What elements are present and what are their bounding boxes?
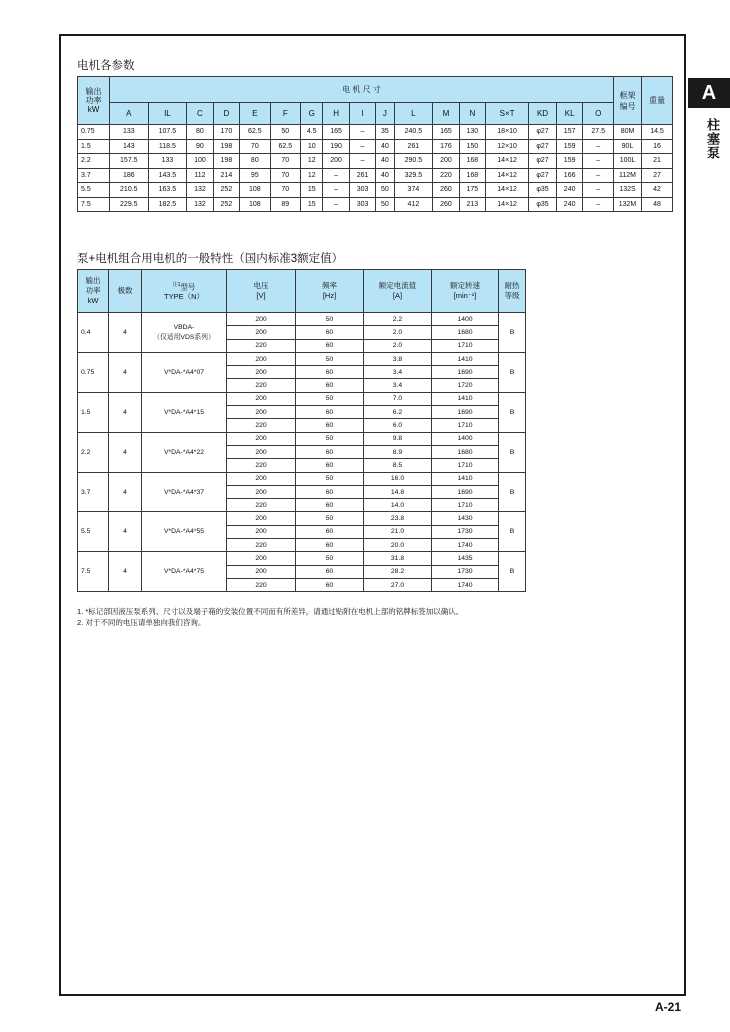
table-cell: 8.9: [364, 445, 432, 458]
table-cell: 220: [433, 168, 459, 183]
table-cell: 132M: [614, 197, 642, 212]
table-cell: 168: [459, 154, 485, 169]
table-cell: 89: [270, 197, 300, 212]
dim-col-header: L: [394, 103, 433, 125]
table-cell: 200: [227, 485, 296, 498]
table-cell: φ35: [529, 183, 557, 198]
table-cell: 165: [433, 125, 459, 140]
table-cell: 90L: [614, 139, 642, 154]
table-cell: 1680: [432, 445, 499, 458]
dim-col-header: M: [433, 103, 459, 125]
dim-col-header: O: [583, 103, 614, 125]
table-cell: 118.5: [148, 139, 187, 154]
table-cell: 132S: [614, 183, 642, 198]
table-row: [78, 552, 526, 565]
table-cell: 21: [642, 154, 673, 169]
group-poles-cell: 4: [109, 512, 142, 552]
table-cell: 1740: [432, 578, 499, 591]
table-cell: 182.5: [148, 197, 187, 212]
table-cell: 159: [556, 154, 582, 169]
table-cell: 240: [556, 197, 582, 212]
table-cell: 198: [213, 139, 239, 154]
dim-col-header: KD: [529, 103, 557, 125]
table-cell: 50: [296, 392, 364, 405]
col-type: [142, 270, 227, 313]
table-row: [78, 183, 673, 198]
table-cell: 220: [227, 499, 296, 512]
table-cell: –: [583, 197, 614, 212]
table-cell: 200: [227, 406, 296, 419]
table-cell: 27.0: [364, 578, 432, 591]
table-cell: 143.5: [148, 168, 187, 183]
table-cell: 90: [187, 139, 213, 154]
table-cell: 16: [642, 139, 673, 154]
dim-col-header: A: [110, 103, 149, 125]
table-cell: 210.5: [110, 183, 149, 198]
table-row: [78, 197, 673, 212]
table-cell: 62.5: [240, 125, 270, 140]
table-cell: 50: [296, 552, 364, 565]
table-cell: 1400: [432, 432, 499, 445]
table-cell: 1410: [432, 392, 499, 405]
table-cell: φ27: [529, 139, 557, 154]
table-cell: 186: [110, 168, 149, 183]
table-cell: 220: [227, 339, 296, 352]
table-cell: 60: [296, 578, 364, 591]
group-type-cell: V*DA-*A4*37: [142, 472, 227, 512]
group-poles-cell: 4: [109, 392, 142, 432]
table-cell: 260: [433, 197, 459, 212]
table-cell: 303: [349, 183, 375, 198]
table-cell: 14.0: [364, 499, 432, 512]
motor-characteristics-table: [77, 269, 526, 592]
table-cell: 412: [394, 197, 433, 212]
table-cell: 23.8: [364, 512, 432, 525]
table-cell: 60: [296, 445, 364, 458]
table-cell: 130: [459, 125, 485, 140]
table-cell: 261: [394, 139, 433, 154]
section-tab-title: 柱塞泵: [705, 118, 720, 160]
group-class-cell: B: [499, 392, 526, 432]
dim-col-header: KL: [556, 103, 582, 125]
group-kw-cell: 5.5: [78, 512, 109, 552]
table-cell: 200: [433, 154, 459, 169]
table-cell: 60: [296, 539, 364, 552]
table-cell: 60: [296, 525, 364, 538]
table-cell: 14×12: [486, 183, 529, 198]
table-cell: 8.5: [364, 459, 432, 472]
page-number: A-21: [655, 1000, 682, 1014]
table-cell: 60: [296, 499, 364, 512]
table-cell: 150: [459, 139, 485, 154]
table-cell: 374: [394, 183, 433, 198]
table-cell: 60: [296, 565, 364, 578]
table-cell: 220: [227, 459, 296, 472]
table-cell: 1435: [432, 552, 499, 565]
table-cell: 60: [296, 485, 364, 498]
table-cell: 2.2: [78, 154, 110, 169]
type-note-mark: 注1: [172, 281, 181, 288]
dim-col-header: C: [187, 103, 213, 125]
table-cell: 1690: [432, 366, 499, 379]
table-cell: 62.5: [270, 139, 300, 154]
table-row: [78, 139, 673, 154]
table-cell: 12: [301, 168, 323, 183]
dim-col-header: G: [301, 103, 323, 125]
table-cell: 50: [296, 512, 364, 525]
table-cell: 1680: [432, 326, 499, 339]
col-frequency: 频率 [Hz]: [296, 270, 364, 313]
table-cell: 1410: [432, 472, 499, 485]
table-cell: 1730: [432, 525, 499, 538]
table-cell: 7.5: [78, 197, 110, 212]
col-voltage: 电压 [V]: [227, 270, 296, 313]
table-cell: 175: [459, 183, 485, 198]
table-cell: 1410: [432, 352, 499, 365]
table-cell: 213: [459, 197, 485, 212]
table-cell: 200: [227, 565, 296, 578]
table-cell: 1710: [432, 339, 499, 352]
table-cell: 12: [301, 154, 323, 169]
table-cell: 50: [296, 472, 364, 485]
group-kw-cell: 0.75: [78, 352, 109, 392]
table-cell: 100L: [614, 154, 642, 169]
table-row: [78, 472, 526, 485]
table-cell: –: [583, 168, 614, 183]
table-cell: 200: [227, 525, 296, 538]
table-cell: 70: [270, 168, 300, 183]
dim-col-header: S×T: [486, 103, 529, 125]
table-cell: 200: [227, 326, 296, 339]
table-cell: 48: [642, 197, 673, 212]
table-cell: 50: [296, 432, 364, 445]
table-cell: 165: [323, 125, 349, 140]
table-cell: 260: [433, 183, 459, 198]
table-cell: 40: [376, 139, 394, 154]
col-output: 输出 功率 kW: [78, 270, 109, 313]
group-kw-cell: 7.5: [78, 552, 109, 592]
table-cell: –: [323, 197, 349, 212]
table-cell: 60: [296, 419, 364, 432]
table-cell: 50: [376, 197, 394, 212]
col-dims-group: 电 机 尺 寸: [110, 77, 614, 103]
table-cell: 16.0: [364, 472, 432, 485]
table-cell: 50: [376, 183, 394, 198]
table-cell: 108: [240, 197, 270, 212]
table-cell: 176: [433, 139, 459, 154]
table-cell: φ27: [529, 168, 557, 183]
group-kw-cell: 2.2: [78, 432, 109, 472]
table-cell: 133: [148, 154, 187, 169]
group-poles-cell: 4: [109, 432, 142, 472]
table-cell: 170: [213, 125, 239, 140]
table-cell: –: [583, 139, 614, 154]
table-cell: 14.8: [364, 485, 432, 498]
group-type-cell: V*DA-*A4*55: [142, 512, 227, 552]
group-class-cell: B: [499, 512, 526, 552]
dim-col-header: H: [323, 103, 349, 125]
table-cell: 290.5: [394, 154, 433, 169]
table-cell: 27: [642, 168, 673, 183]
table-cell: –: [323, 183, 349, 198]
table-cell: 200: [227, 552, 296, 565]
group-kw-cell: 0.4: [78, 313, 109, 353]
table-cell: 28.2: [364, 565, 432, 578]
footnote-2: 2. 对于不同的电压请单独向我们咨询。: [77, 618, 206, 627]
table-cell: 1710: [432, 419, 499, 432]
col-speed: 额定转速 [min⁻¹]: [432, 270, 499, 313]
table-cell: 107.5: [148, 125, 187, 140]
table-row: [78, 313, 526, 326]
group-kw-cell: 1.5: [78, 392, 109, 432]
table-cell: 40: [376, 154, 394, 169]
table-cell: 200: [227, 366, 296, 379]
group-poles-cell: 4: [109, 313, 142, 353]
table-cell: 4.5: [301, 125, 323, 140]
table-cell: 50: [270, 125, 300, 140]
table-cell: 329.5: [394, 168, 433, 183]
group-class-cell: B: [499, 432, 526, 472]
group-type-cell: V*DA-*A4*22: [142, 432, 227, 472]
table-cell: 14×12: [486, 154, 529, 169]
table-cell: 2.0: [364, 339, 432, 352]
table-cell: 40: [376, 168, 394, 183]
table-cell: 200: [227, 472, 296, 485]
table-row: [78, 125, 673, 140]
table-cell: 35: [376, 125, 394, 140]
table-cell: φ35: [529, 197, 557, 212]
dim-col-header: N: [459, 103, 485, 125]
table-cell: 80: [240, 154, 270, 169]
table-cell: 252: [213, 183, 239, 198]
table-cell: 95: [240, 168, 270, 183]
table-cell: 14×12: [486, 168, 529, 183]
table-cell: 0.75: [78, 125, 110, 140]
group-poles-cell: 4: [109, 352, 142, 392]
dim-col-header: D: [213, 103, 239, 125]
table-cell: 6.2: [364, 406, 432, 419]
table-cell: 143: [110, 139, 149, 154]
group-class-cell: B: [499, 352, 526, 392]
table-cell: –: [323, 168, 349, 183]
table-cell: 7.0: [364, 392, 432, 405]
table-cell: 9.8: [364, 432, 432, 445]
table-cell: 132: [187, 183, 213, 198]
table-cell: 70: [270, 154, 300, 169]
table-cell: 132: [187, 197, 213, 212]
table-cell: 15: [301, 197, 323, 212]
table-cell: 70: [270, 183, 300, 198]
group-kw-cell: 3.7: [78, 472, 109, 512]
table-cell: 200: [227, 432, 296, 445]
table-cell: 108: [240, 183, 270, 198]
table-cell: 240: [556, 183, 582, 198]
table-cell: 80: [187, 125, 213, 140]
table-cell: 112M: [614, 168, 642, 183]
table-row: [78, 432, 526, 445]
table-cell: 3.7: [78, 168, 110, 183]
table-cell: 303: [349, 197, 375, 212]
motor-params-title: 电机各参数: [77, 60, 135, 72]
table-cell: 2.0: [364, 326, 432, 339]
motor-dimensions-table: [77, 76, 673, 212]
table-cell: 1.5: [78, 139, 110, 154]
table-cell: 1400: [432, 313, 499, 326]
table-cell: 60: [296, 366, 364, 379]
table-cell: 133: [110, 125, 149, 140]
table-cell: 200: [227, 313, 296, 326]
table-cell: 3.4: [364, 366, 432, 379]
type-header-label: 型号 TYPE（N）: [163, 282, 204, 302]
combo-spec-title: 泵+电机组合用电机的一般特性（国内标准3额定值）: [77, 253, 344, 265]
table-cell: 157: [556, 125, 582, 140]
group-class-cell: B: [499, 552, 526, 592]
table-cell: 31.8: [364, 552, 432, 565]
table-cell: –: [349, 139, 375, 154]
dim-col-header: E: [240, 103, 270, 125]
table-cell: 200: [227, 392, 296, 405]
table-cell: –: [583, 154, 614, 169]
table-cell: 60: [296, 339, 364, 352]
table-cell: 252: [213, 197, 239, 212]
table-cell: 10: [301, 139, 323, 154]
dim-col-header: I: [349, 103, 375, 125]
table-cell: 15: [301, 183, 323, 198]
section-tab-letter: A: [688, 78, 730, 108]
table-row: [78, 168, 673, 183]
table-cell: 3.4: [364, 379, 432, 392]
table-cell: 1710: [432, 459, 499, 472]
table-cell: φ27: [529, 154, 557, 169]
table-cell: 14.5: [642, 125, 673, 140]
table-cell: 42: [642, 183, 673, 198]
table-cell: 60: [296, 406, 364, 419]
table-cell: 1720: [432, 379, 499, 392]
table-cell: 1740: [432, 539, 499, 552]
table-row: [78, 352, 526, 365]
col-insulation: 耐热 等级: [499, 270, 526, 313]
table-cell: 200: [227, 445, 296, 458]
table-cell: 70: [240, 139, 270, 154]
table-cell: 166: [556, 168, 582, 183]
table-cell: 163.5: [148, 183, 187, 198]
table-cell: 14×12: [486, 197, 529, 212]
table-cell: 1430: [432, 512, 499, 525]
group-poles-cell: 4: [109, 472, 142, 512]
table-cell: 220: [227, 379, 296, 392]
table-cell: 100: [187, 154, 213, 169]
group-type-cell: VBDA- （仅适用VDS系列）: [142, 313, 227, 353]
table-cell: 112: [187, 168, 213, 183]
table-cell: 220: [227, 419, 296, 432]
table-row: [78, 512, 526, 525]
group-class-cell: B: [499, 313, 526, 353]
dim-col-header: F: [270, 103, 300, 125]
col-poles: 极数: [109, 270, 142, 313]
table-cell: 21.0: [364, 525, 432, 538]
col-frame: 框架 编号: [614, 77, 642, 125]
group-type-cell: V*DA-*A4*15: [142, 392, 227, 432]
col-current: 额定电流值 [A]: [364, 270, 432, 313]
table-cell: 2.2: [364, 313, 432, 326]
table-cell: 220: [227, 578, 296, 591]
table-row: [78, 154, 673, 169]
footnotes: [77, 606, 463, 628]
table-cell: 60: [296, 379, 364, 392]
table-cell: 50: [296, 352, 364, 365]
table-cell: 159: [556, 139, 582, 154]
table-cell: 261: [349, 168, 375, 183]
table-cell: 60: [296, 459, 364, 472]
group-type-cell: V*DA-*A4*75: [142, 552, 227, 592]
footnote-1: 1. *标记部因液压泵系列、尺寸以及端子箱的安装位置不同而有所差异，请通过贴附在电机上部的铭牌标签加以确认。: [77, 607, 464, 616]
col-output: 输出 功率 kW: [78, 77, 110, 125]
table-cell: 200: [227, 512, 296, 525]
table-cell: 214: [213, 168, 239, 183]
table-cell: 18×10: [486, 125, 529, 140]
table-cell: 198: [213, 154, 239, 169]
table-cell: –: [583, 183, 614, 198]
table-cell: 1690: [432, 485, 499, 498]
table-cell: –: [349, 125, 375, 140]
table-cell: 3.8: [364, 352, 432, 365]
group-class-cell: B: [499, 472, 526, 512]
table-cell: 80M: [614, 125, 642, 140]
table-cell: 1710: [432, 499, 499, 512]
table-cell: 168: [459, 168, 485, 183]
table-cell: 60: [296, 326, 364, 339]
table-cell: 6.0: [364, 419, 432, 432]
table-cell: 220: [227, 539, 296, 552]
table-cell: 12×10: [486, 139, 529, 154]
table-cell: 5.5: [78, 183, 110, 198]
table-row: [78, 392, 526, 405]
table-cell: 240.5: [394, 125, 433, 140]
table-cell: φ27: [529, 125, 557, 140]
dim-col-header: J: [376, 103, 394, 125]
table-cell: 200: [227, 352, 296, 365]
table-cell: 1690: [432, 406, 499, 419]
table-cell: 200: [323, 154, 349, 169]
table-cell: 190: [323, 139, 349, 154]
table-cell: –: [349, 154, 375, 169]
table-cell: 1730: [432, 565, 499, 578]
table-cell: 50: [296, 313, 364, 326]
table-cell: 27.5: [583, 125, 614, 140]
group-type-cell: V*DA-*A4*07: [142, 352, 227, 392]
table-cell: 157.5: [110, 154, 149, 169]
group-poles-cell: 4: [109, 552, 142, 592]
col-weight: 重量: [642, 77, 673, 125]
table-cell: 229.5: [110, 197, 149, 212]
dim-col-header: IL: [148, 103, 187, 125]
table-cell: 20.0: [364, 539, 432, 552]
